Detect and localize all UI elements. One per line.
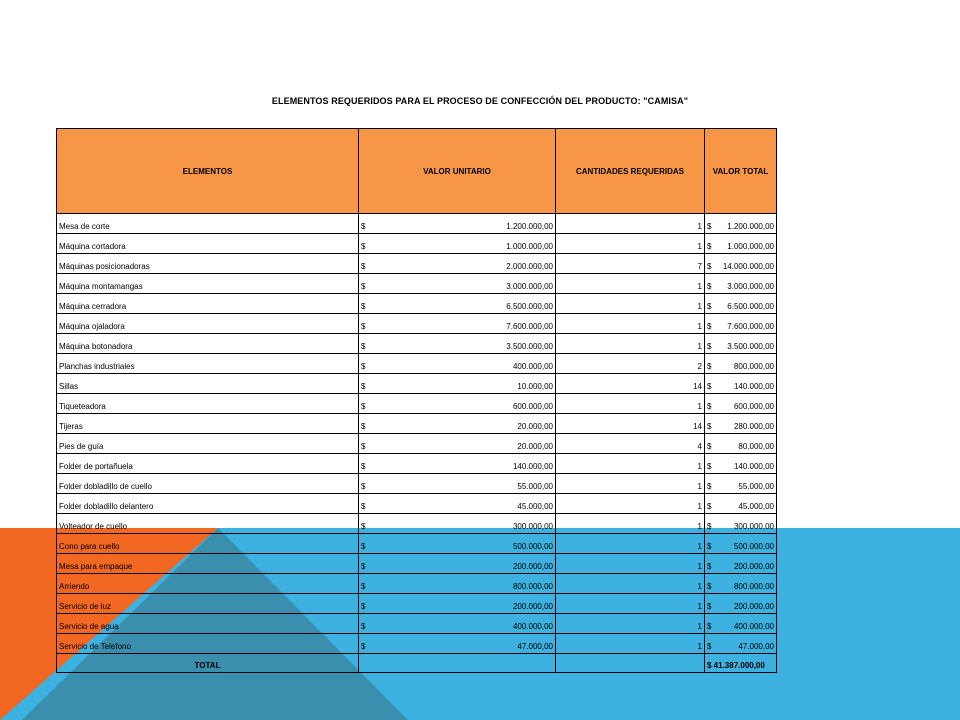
total-row — [57, 654, 777, 673]
unit-value: 200.000,00 — [512, 562, 553, 571]
table-row — [57, 274, 777, 294]
table-row — [57, 234, 777, 254]
total-value-cell — [705, 254, 777, 274]
currency-symbol: $ — [361, 262, 366, 271]
unit-value-cell — [359, 454, 556, 474]
quantity-cell: 14 — [556, 374, 705, 394]
currency-symbol: $ — [707, 322, 712, 331]
total-value-cell — [705, 454, 777, 474]
unit-value: 200.000,00 — [512, 602, 553, 611]
quantity-cell: 1 — [556, 554, 705, 574]
quantity-cell: 2 — [556, 354, 705, 374]
currency-symbol: $ — [361, 482, 366, 491]
header-cantidades: CANTIDADES REQUERIDAS — [556, 129, 705, 214]
currency-symbol: $ — [361, 582, 366, 591]
total-value-cell — [705, 394, 777, 414]
currency-symbol: $ — [361, 562, 366, 571]
element-name-cell: Tijeras — [57, 414, 359, 434]
currency-symbol: $ — [361, 282, 366, 291]
currency-symbol: $ — [707, 462, 712, 471]
quantity-cell: 1 — [556, 274, 705, 294]
currency-symbol: $ — [361, 622, 366, 631]
currency-symbol: $ — [361, 542, 366, 551]
currency-symbol: $ — [707, 242, 712, 251]
total-value-cell — [705, 334, 777, 354]
currency-symbol: $ — [707, 602, 712, 611]
header-valor-total: VALOR TOTAL — [705, 129, 777, 214]
table-row — [57, 634, 777, 654]
currency-symbol: $ — [361, 302, 366, 311]
element-name-cell: Máquinas posicionadoras — [57, 254, 359, 274]
element-name-cell: Tiqueteadora — [57, 394, 359, 414]
table-row — [57, 534, 777, 554]
line-total-value: 80.000,00 — [738, 442, 774, 451]
unit-value: 140.000,00 — [512, 462, 553, 471]
quantity-cell: 1 — [556, 614, 705, 634]
quantity-cell: 1 — [556, 474, 705, 494]
unit-value: 600.000,00 — [512, 402, 553, 411]
total-value-cell — [705, 514, 777, 534]
currency-symbol: $ — [361, 362, 366, 371]
total-value-cell — [705, 534, 777, 554]
table-row — [57, 374, 777, 394]
unit-value: 300.000,00 — [512, 522, 553, 531]
quantity-cell: 1 — [556, 514, 705, 534]
unit-value: 1.000.000,00 — [506, 242, 553, 251]
line-total-value: 500.000,00 — [733, 542, 774, 551]
currency-symbol: $ — [707, 422, 712, 431]
unit-value-cell — [359, 594, 556, 614]
total-value-cell — [705, 234, 777, 254]
table-row — [57, 454, 777, 474]
total-value-cell — [705, 554, 777, 574]
quantity-cell: 1 — [556, 634, 705, 654]
total-value-cell — [705, 274, 777, 294]
unit-value: 7.600.000,00 — [506, 322, 553, 331]
currency-symbol: $ — [707, 542, 712, 551]
currency-symbol: $ — [361, 462, 366, 471]
quantity-cell: 1 — [556, 494, 705, 514]
total-value-cell — [705, 594, 777, 614]
unit-value-cell — [359, 614, 556, 634]
element-name-cell: Volteador de cuello — [57, 514, 359, 534]
unit-value-cell — [359, 574, 556, 594]
currency-symbol: $ — [707, 502, 712, 511]
unit-value: 400.000,00 — [512, 622, 553, 631]
table-row — [57, 214, 777, 234]
line-total-value: 400.000,00 — [733, 622, 774, 631]
unit-value: 500.000,00 — [512, 542, 553, 551]
table-row — [57, 474, 777, 494]
line-total-value: 3.500.000,00 — [727, 342, 774, 351]
header-elementos: ELEMENTOS — [57, 129, 359, 214]
unit-value: 20.000,00 — [517, 422, 553, 431]
line-total-value: 800.000,00 — [733, 362, 774, 371]
currency-symbol: $ — [707, 302, 712, 311]
quantity-cell: 7 — [556, 254, 705, 274]
table-row — [57, 574, 777, 594]
element-name-cell: Folder dobladillo de cuello — [57, 474, 359, 494]
unit-value-cell — [359, 254, 556, 274]
unit-value-cell — [359, 494, 556, 514]
line-total-value: 14.000.000,00 — [722, 262, 774, 271]
unit-value-cell — [359, 434, 556, 454]
unit-value: 400.000,00 — [512, 362, 553, 371]
currency-symbol: $ — [361, 442, 366, 451]
line-total-value: 1.000.000,00 — [727, 242, 774, 251]
quantity-cell: 1 — [556, 234, 705, 254]
line-total-value: 1.200.000,00 — [727, 222, 774, 231]
header-valor-unitario: VALOR UNITARIO — [359, 129, 556, 214]
total-value-cell — [705, 374, 777, 394]
quantity-cell: 4 — [556, 434, 705, 454]
table-row — [57, 314, 777, 334]
table-row — [57, 594, 777, 614]
line-total-value: 800.000,00 — [733, 582, 774, 591]
currency-symbol: $ — [707, 342, 712, 351]
unit-value: 3.000.000,00 — [506, 282, 553, 291]
currency-symbol: $ — [361, 522, 366, 531]
table-row — [57, 554, 777, 574]
unit-value-cell — [359, 334, 556, 354]
currency-symbol: $ — [361, 382, 366, 391]
currency-symbol: $ — [707, 562, 712, 571]
line-total-value: 6.500.000,00 — [727, 302, 774, 311]
line-total-value: 7.600.000,00 — [727, 322, 774, 331]
total-value-cell — [705, 474, 777, 494]
currency-symbol: $ — [707, 222, 712, 231]
total-value-cell — [705, 214, 777, 234]
element-name-cell: Mesa de corte — [57, 214, 359, 234]
unit-value: 1.200.000,00 — [506, 222, 553, 231]
table-row — [57, 254, 777, 274]
element-name-cell: Folder dobladillo delantero — [57, 494, 359, 514]
element-name-cell: Máquina botonadora — [57, 334, 359, 354]
line-total-value: 140.000,00 — [733, 462, 774, 471]
quantity-cell: 1 — [556, 294, 705, 314]
unit-value-cell — [359, 214, 556, 234]
quantity-cell: 1 — [556, 334, 705, 354]
currency-symbol: $ — [361, 242, 366, 251]
quantity-cell: 1 — [556, 454, 705, 474]
unit-value-cell — [359, 474, 556, 494]
currency-symbol: $ — [707, 362, 712, 371]
unit-value: 6.500.000,00 — [506, 302, 553, 311]
table-row — [57, 354, 777, 374]
currency-symbol: $ — [361, 402, 366, 411]
currency-symbol: $ — [361, 322, 366, 331]
unit-value-cell — [359, 514, 556, 534]
element-name-cell: Mesa para empaque — [57, 554, 359, 574]
currency-symbol: $ — [707, 582, 712, 591]
unit-value: 2.000.000,00 — [506, 262, 553, 271]
unit-value: 3.500.000,00 — [506, 342, 553, 351]
element-name-cell: Folder de portañuela — [57, 454, 359, 474]
total-value: $ 41.387.000,00 — [705, 654, 777, 673]
unit-value-cell — [359, 274, 556, 294]
element-name-cell: Máquina montamangas — [57, 274, 359, 294]
currency-symbol: $ — [707, 402, 712, 411]
unit-value-cell — [359, 634, 556, 654]
currency-symbol: $ — [707, 382, 712, 391]
currency-symbol: $ — [707, 622, 712, 631]
element-name-cell: Arriendo — [57, 574, 359, 594]
quantity-cell: 14 — [556, 414, 705, 434]
element-name-cell: Sillas — [57, 374, 359, 394]
document-title: ELEMENTOS REQUERIDOS PARA EL PROCESO DE CONFECCIÓN DEL PRODUCTO: "CAMISA" — [271, 96, 689, 106]
quantity-cell: 1 — [556, 574, 705, 594]
currency-symbol: $ — [361, 342, 366, 351]
quantity-cell: 1 — [556, 394, 705, 414]
table-row — [57, 294, 777, 314]
currency-symbol: $ — [361, 642, 366, 651]
unit-value-cell — [359, 554, 556, 574]
table-row — [57, 614, 777, 634]
quantity-cell: 1 — [556, 594, 705, 614]
total-empty-cell — [556, 654, 705, 673]
element-name-cell: Pies de guía — [57, 434, 359, 454]
total-value-cell — [705, 294, 777, 314]
unit-value: 20.000,00 — [517, 442, 553, 451]
unit-value-cell — [359, 534, 556, 554]
line-total-value: 200.000,00 — [733, 602, 774, 611]
line-total-value: 140.000,00 — [733, 382, 774, 391]
table-row — [57, 334, 777, 354]
total-value-cell — [705, 634, 777, 654]
table-row — [57, 414, 777, 434]
quantity-cell: 1 — [556, 214, 705, 234]
element-name-cell: Planchas industriales — [57, 354, 359, 374]
element-name-cell: Máquina ojaladora — [57, 314, 359, 334]
line-total-value: 47.000,00 — [738, 642, 774, 651]
line-total-value: 280.000,00 — [733, 422, 774, 431]
currency-symbol: $ — [361, 602, 366, 611]
line-total-value: 300.000,00 — [733, 522, 774, 531]
total-value-cell — [705, 414, 777, 434]
unit-value: 55.000,00 — [517, 482, 553, 491]
unit-value-cell — [359, 234, 556, 254]
line-total-value: 55.000,00 — [738, 482, 774, 491]
currency-symbol: $ — [707, 642, 712, 651]
unit-value-cell — [359, 354, 556, 374]
currency-symbol: $ — [707, 522, 712, 531]
currency-symbol: $ — [707, 262, 712, 271]
element-name-cell: Cono para cuello — [57, 534, 359, 554]
line-total-value: 200.000,00 — [733, 562, 774, 571]
element-name-cell: Máquina cerradora — [57, 294, 359, 314]
table-row — [57, 494, 777, 514]
table-row — [57, 434, 777, 454]
currency-symbol: $ — [707, 442, 712, 451]
currency-symbol: $ — [361, 502, 366, 511]
unit-value: 45.000,00 — [517, 502, 553, 511]
element-name-cell: Máquina cortadora — [57, 234, 359, 254]
line-total-value: 45.000,00 — [738, 502, 774, 511]
table-row — [57, 514, 777, 534]
table-header-row — [57, 129, 777, 214]
element-name-cell: Servicio de luz — [57, 594, 359, 614]
total-label: TOTAL — [57, 654, 359, 673]
unit-value: 47.000,00 — [517, 642, 553, 651]
currency-symbol: $ — [707, 482, 712, 491]
unit-value-cell — [359, 374, 556, 394]
unit-value: 10.000,00 — [517, 382, 553, 391]
quantity-cell: 1 — [556, 314, 705, 334]
total-value-cell — [705, 434, 777, 454]
quantity-cell: 1 — [556, 534, 705, 554]
line-total-value: 600.000,00 — [733, 402, 774, 411]
unit-value-cell — [359, 314, 556, 334]
unit-value-cell — [359, 294, 556, 314]
total-value-cell — [705, 314, 777, 334]
currency-symbol: $ — [361, 422, 366, 431]
element-name-cell: Servicio de Telefono — [57, 634, 359, 654]
unit-value-cell — [359, 394, 556, 414]
element-name-cell: Servicio de agua — [57, 614, 359, 634]
total-value-cell — [705, 614, 777, 634]
total-value-cell — [705, 494, 777, 514]
elements-table — [56, 128, 777, 673]
currency-symbol: $ — [707, 282, 712, 291]
currency-symbol: $ — [361, 222, 366, 231]
total-value-cell — [705, 354, 777, 374]
total-empty-cell — [359, 654, 556, 673]
table-row — [57, 394, 777, 414]
unit-value-cell — [359, 414, 556, 434]
line-total-value: 3.000.000,00 — [727, 282, 774, 291]
unit-value: 800.000,00 — [512, 582, 553, 591]
total-value-cell — [705, 574, 777, 594]
